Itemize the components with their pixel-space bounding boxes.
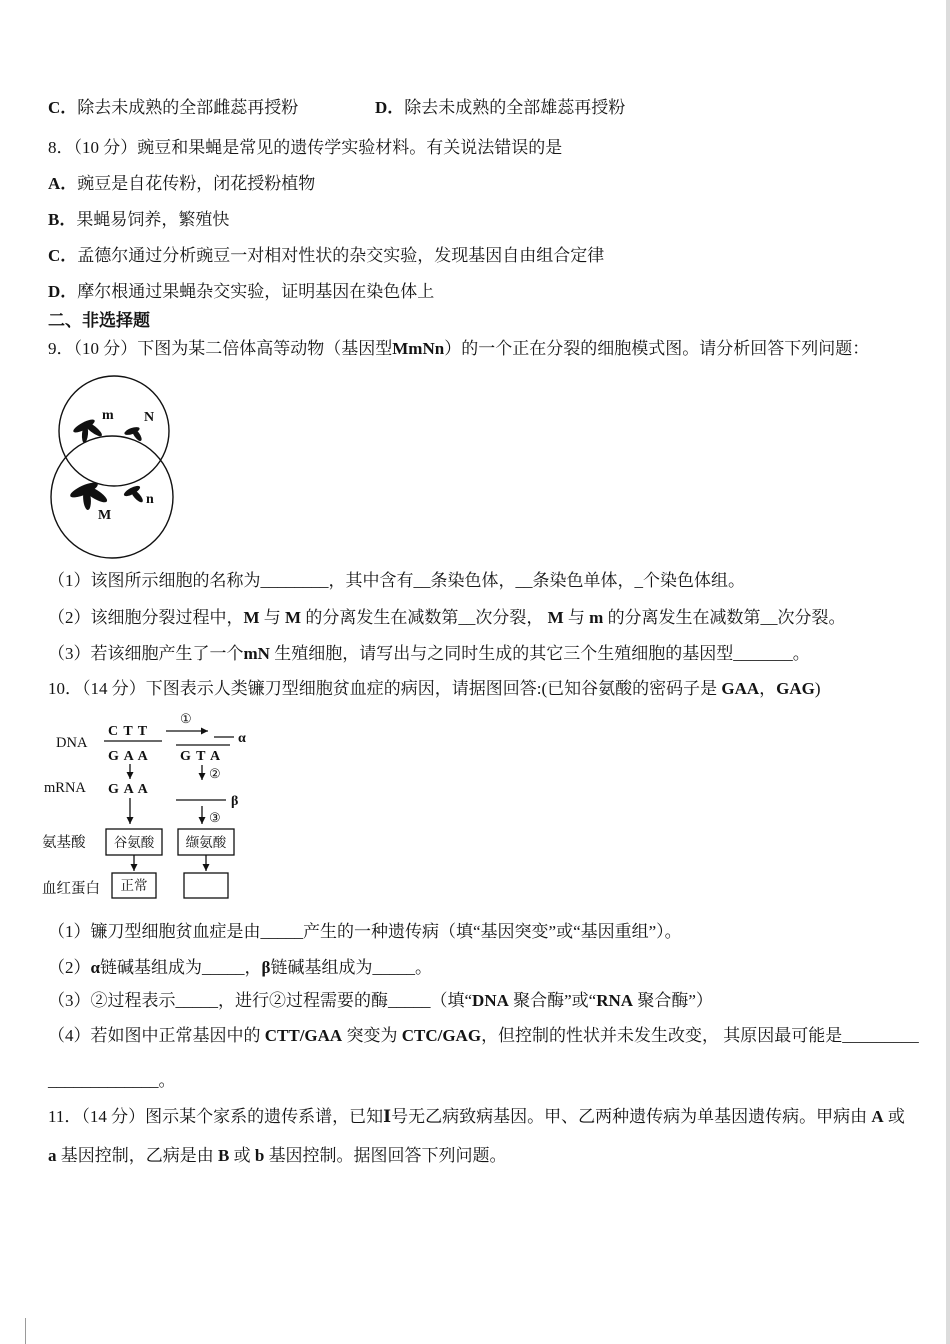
question-10-sub3: （3）②过程表示_____，进行②过程需要的酶_____（填“DNA 聚合酶”或“RNA 聚合酶”）: [48, 991, 713, 1010]
question-10-sub1: （1）镰刀型细胞贫血症是由_____产生的一种遗传病（填“基因突变”或“基因重组”）。: [48, 922, 682, 941]
row-label-amino-acid: 氨基酸: [42, 835, 86, 851]
cell-division-figure: [48, 369, 198, 565]
question-10-sub2: （2）α链碱基组成为_____，β链碱基组成为_____。: [48, 958, 432, 977]
question-9-sub1: （1）该图所示细胞的名称为________，其中含有__条染色体，__条染色单体，_个染色体组。: [48, 571, 745, 590]
beta-chain-label: β: [231, 794, 239, 809]
question-8-option-c: C．孟德尔通过分析豌豆一对相对性状的杂交实验，发现基因自由组合定律: [48, 246, 605, 265]
alpha-chain-label: α: [238, 731, 246, 746]
pedigree-figure-edge-line: [25, 1318, 26, 1344]
question-8-stem: 8．（10 分）豌豆和果蝇是常见的遗传学实验材料。有关说法错误的是: [48, 138, 563, 157]
dna-mutant-strand: G T A: [180, 749, 222, 764]
chromosome-label-M: M: [98, 508, 112, 523]
cell-bottom-membrane: [51, 436, 173, 558]
chromosome-label-m: m: [102, 408, 114, 423]
dna-normal-bottom-strand: G A A: [108, 749, 149, 764]
section-2-heading: 二、非选择题: [48, 311, 150, 330]
question-10-stem: 10．（14 分）下图表示人类镰刀型细胞贫血症的病因，请据图回答:(已知谷氨酸的密码子是 GAA，GAG): [48, 679, 821, 698]
prev-question-options-row: [48, 96, 912, 120]
question-8-option-a: A．豌豆是自花传粉，闭花授粉植物: [48, 174, 316, 193]
row-label-dna: DNA: [56, 735, 88, 751]
scrollbar[interactable]: [946, 0, 950, 1344]
question-11-stem-line2: a 基因控制，乙病是由 B 或 b 基因控制。据图回答下列问题。: [48, 1146, 507, 1165]
question-10-sub4: （4）若如图中正常基因中的 CTT/GAA 突变为 CTC/GAG，但控制的性状并未发生改变， 其原因最可能是_________: [48, 1026, 919, 1045]
normal-label: 正常: [120, 878, 148, 893]
mrna-normal-codon: G A A: [108, 782, 149, 797]
process-2-label: ②: [209, 766, 221, 781]
chromosome-label-n: n: [146, 492, 154, 507]
valine-label: 缬氨酸: [185, 835, 227, 850]
row-label-mrna: mRNA: [44, 780, 86, 796]
chromosome-label-N: N: [144, 410, 155, 425]
option-c-text: C．除去未成熟的全部雌蕊再授粉: [48, 98, 299, 117]
question-9-sub3: （3）若该细胞产生了一个mN 生殖细胞，请写出与之同时生成的其它三个生殖细胞的基因型_______。: [48, 644, 810, 663]
question-10-sub4-continuation: _____________。: [48, 1071, 176, 1090]
process-3-label: ③: [209, 810, 221, 825]
sickle-cell-anemia-figure: [42, 707, 322, 905]
question-8-option-d: D．摩尔根通过果蝇杂交实验，证明基因在染色体上: [48, 282, 435, 301]
row-label-hemoglobin: 血红蛋白: [42, 881, 100, 897]
abnormal-box: [184, 873, 228, 898]
chromosome-m-cluster: [72, 417, 104, 443]
question-8-option-b: B．果蝇易饲养，繁殖快: [48, 210, 230, 229]
option-d-text: D．除去未成熟的全部雄蕊再授粉: [375, 98, 626, 117]
dna-normal-top-strand: C T T: [108, 724, 149, 739]
question-11-stem-line1: 11．（14 分）图示某个家系的遗传系谱，已知Ⅰ号无乙病致病基因。甲、乙两种遗传病为单基因遗传病。甲病由 A 或: [48, 1107, 905, 1126]
chromosome-n-cluster: [123, 484, 145, 504]
process-1-label: ①: [180, 711, 192, 726]
glutamate-label: 谷氨酸: [113, 835, 155, 850]
question-9-sub2: （2）该细胞分裂过程中，M 与 M 的分离发生在减数第__次分裂， M 与 m 的分离发生在减数第__次分裂。: [48, 608, 846, 627]
question-9-stem: 9．（10 分）下图为某二倍体高等动物（基因型MmNn）的一个正在分裂的细胞模式图。请分析回答下列问题：: [48, 339, 870, 358]
